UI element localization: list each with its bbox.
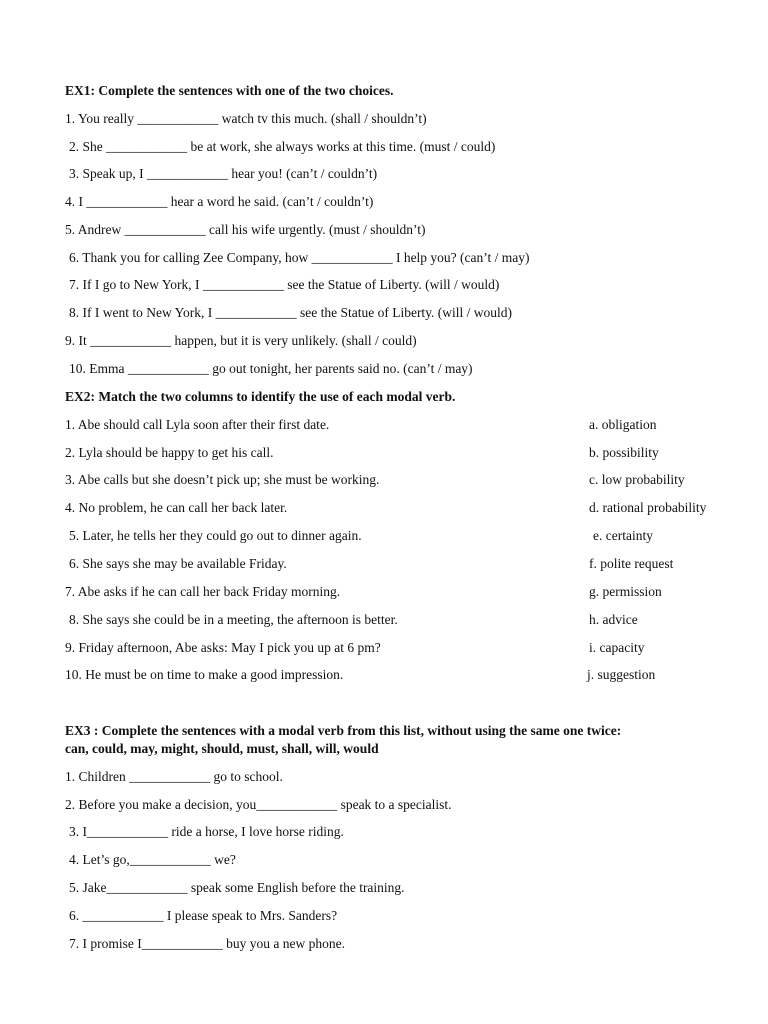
ex2-sentence-7: 7. Abe asks if he can call her back Friday morning. (65, 584, 341, 599)
ex3-item-1: 1. Children ____________ go to school. (65, 769, 283, 784)
ex1-item-1: 1. You really ____________ watch tv this much. (shall / shouldn’t) (65, 111, 427, 126)
ex3-title: EX3 : Complete the sentences with a modal verb from this list, without using the same one twice: (65, 723, 622, 738)
ex2-use-c: c. low probability (589, 472, 685, 487)
ex3-item-3: 3. I____________ ride a horse, I love horse riding. (69, 824, 344, 839)
ex1-item-6: 6. Thank you for calling Zee Company, how ____________ I help you? (can’t / may) (69, 250, 530, 265)
ex2-use-a: a. obligation (589, 417, 657, 432)
ex2-use-h: h. advice (589, 612, 638, 627)
ex1-item-7: 7. If I go to New York, I ____________ see the Statue of Liberty. (will / would) (69, 277, 500, 292)
ex3-item-2: 2. Before you make a decision, you____________ speak to a specialist. (65, 797, 452, 812)
ex2-use-i: i. capacity (589, 640, 645, 655)
ex3-item-5: 5. Jake____________ speak some English before the training. (69, 880, 405, 895)
ex3-modal-list: can, could, may, might, should, must, shall, will, would (65, 741, 379, 756)
ex3-item-6: 6. ____________ I please speak to Mrs. Sanders? (69, 908, 338, 923)
ex1-item-9: 9. It ____________ happen, but it is very unlikely. (shall / could) (65, 333, 417, 348)
ex1-item-4: 4. I ____________ hear a word he said. (can’t / couldn’t) (65, 194, 374, 209)
ex2-sentence-8: 8. She says she could be in a meeting, the afternoon is better. (69, 612, 398, 627)
ex2-use-j: j. suggestion (587, 667, 656, 682)
ex2-use-d: d. rational probability (589, 500, 707, 515)
ex2-use-f: f. polite request (589, 556, 674, 571)
ex2-sentence-9: 9. Friday afternoon, Abe asks: May I pick you up at 6 pm? (65, 640, 381, 655)
ex1-item-3: 3. Speak up, I ____________ hear you! (can’t / couldn’t) (69, 166, 378, 181)
ex2-sentence-4: 4. No problem, he can call her back later. (65, 500, 288, 515)
ex1-item-2: 2. She ____________ be at work, she always works at this time. (must / could) (69, 139, 496, 154)
ex2-sentence-1: 1. Abe should call Lyla soon after their first date. (65, 417, 330, 432)
ex2-use-g: g. permission (589, 584, 662, 599)
ex1-item-5: 5. Andrew ____________ call his wife urgently. (must / shouldn’t) (65, 222, 426, 237)
ex2-sentence-3: 3. Abe calls but she doesn’t pick up; she must be working. (65, 472, 380, 487)
ex3-item-4: 4. Let’s go,____________ we? (69, 852, 236, 867)
ex2-use-e: e. certainty (593, 528, 653, 543)
ex2-sentence-5: 5. Later, he tells her they could go out to dinner again. (69, 528, 362, 543)
ex2-sentence-2: 2. Lyla should be happy to get his call. (65, 445, 274, 460)
ex2-title: EX2: Match the two columns to identify the use of each modal verb. (65, 389, 456, 404)
ex1-item-8: 8. If I went to New York, I ____________ see the Statue of Liberty. (will / would) (69, 305, 513, 320)
ex2-sentence-10: 10. He must be on time to make a good impression. (65, 667, 344, 682)
ex2-use-b: b. possibility (589, 445, 659, 460)
ex2-sentence-6: 6. She says she may be available Friday. (69, 556, 287, 571)
ex1-title: EX1: Complete the sentences with one of the two choices. (65, 83, 394, 98)
ex3-item-7: 7. I promise I____________ buy you a new phone. (69, 936, 345, 951)
ex1-item-10: 10. Emma ____________ go out tonight, her parents said no. (can’t / may) (69, 361, 473, 376)
